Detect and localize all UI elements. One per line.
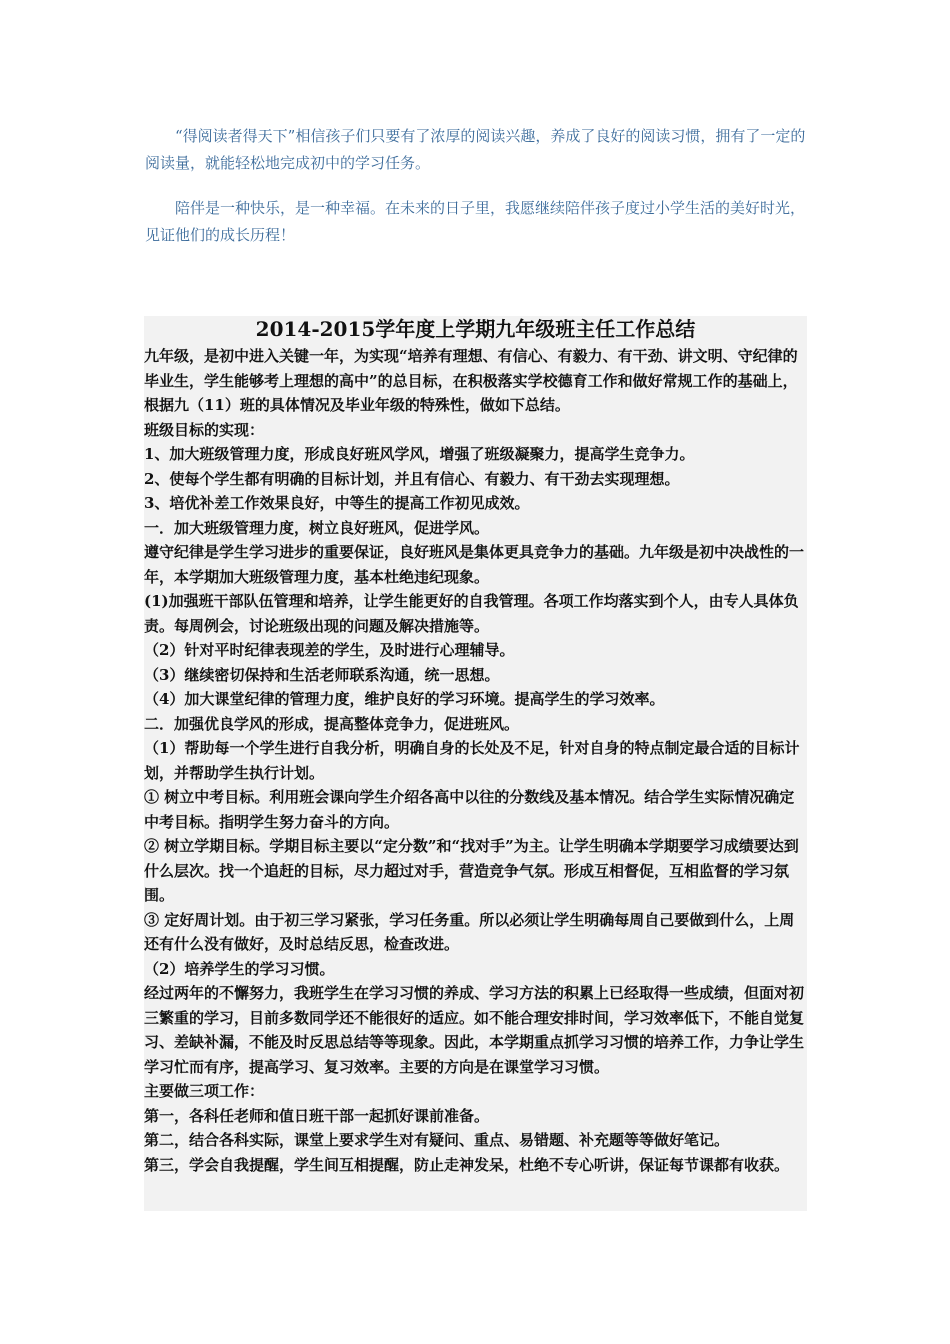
summary-paragraph: ③ 定好周计划。由于初三学习紧张，学习任务重。所以必须让学生明确每周自己要做到什么，上周还有什么没有做好，及时总结反思，检查改进。 [144,910,795,953]
summary-paragraph: 主要做三项工作： [144,1082,265,1100]
intro-paragraph-1: “得阅读者得天下”相信孩子们只要有了浓厚的阅读兴趣，养成了良好的阅读习惯，拥有了一定的阅读量，就能轻松地完成初中的学习任务。 [145,127,806,172]
summary-paragraph: 第三，学会自我提醒，学生间互相提醒，防止走神发呆，杜绝不专心听讲，保证每节课都有收获。 [144,1155,790,1174]
summary-paragraph: 3、培优补差工作效果良好，中等生的提高工作初见成效。 [144,494,530,512]
summary-paragraph: (1)加强班干部队伍管理和培养，让学生能更好的自我管理。各项工作均落实到个人，由专人具体负责。每周例会，讨论班级出现的问题及解决措施等。 [144,592,799,635]
summary-paragraph: ① 树立中考目标。利用班会课向学生介绍各高中以往的分数线及基本情况。结合学生实际情况确定中考目标。指明学生努力奋斗的方向。 [144,788,795,831]
summary-paragraph: ② 树立学期目标。学期目标主要以“定分数”和“找对手”为主。让学生明确本学期要学习成绩要达到什么层次。找一个追赶的目标，尽力超过对手，营造竞争气氛。形成互相督促，互相监督的学习氛围。 [144,837,799,904]
work-summary-section [144,316,807,1211]
summary-paragraph: （2）针对平时纪律表现差的学生，及时进行心理辅导。 [144,641,515,659]
summary-paragraph: （1）帮助每一个学生进行自我分析，明确自身的长处及不足，针对自身的特点制定最合适的目标计划，并帮助学生执行计划。 [144,739,800,782]
summary-paragraph: 经过两年的不懈努力，我班学生在学习习惯的养成、学习方法的积累上已经取得一些成绩，但面对初三繁重的学习，目前多数同学还不能很好的适应。如不能合理安排时间，学习效率低下，不能自觉复习、差缺补漏，不能及时反思总结等等现象。因此，本学期重点抓学习习惯的培养工作，力争让学生学习忙而有序，提高学习、复习效率。主要的方向是在课堂学习习惯。 [144,984,805,1076]
summary-paragraph: 第二，结合各科实际，课堂上要求学生对有疑问、重点、易错题、补充题等等做好笔记。 [144,1131,730,1149]
summary-paragraph: 1、加大班级管理力度，形成良好班风学风，增强了班级凝聚力，提高学生竞争力。 [144,445,695,463]
intro-paragraph-2: 陪伴是一种快乐，是一种幸福。在未来的日子里，我愿继续陪伴孩子度过小学生活的美好时光，见证他们的成长历程！ [145,199,806,244]
summary-paragraph: 2、使每个学生都有明确的目标计划，并且有信心、有毅力、有干劲去实现理想。 [144,469,680,488]
summary-paragraph: 九年级，是初中进入关键一年，为实现“培养有理想、有信心、有毅力、有干劲、讲文明、守纪律的毕业生，学生能够考上理想的高中”的总目标，在积极落实学校德育工作和做好常规工作的基础上，根据九（11）班的具体情况及毕业年级的特殊性，做如下总结。 [144,347,798,414]
summary-heading: 一．加大班级管理力度，树立良好班风，促进学风。 [144,518,490,537]
summary-heading: 二．加强优良学风的形成，提高整体竞争力，促进班风。 [144,714,520,733]
summary-paragraph: （2）培养学生的学习习惯。 [144,959,335,978]
summary-paragraph: （3）继续密切保持和生活老师联系沟通，统一思想。 [144,665,500,684]
summary-title: 2014-2015学年度上学期九年级班主任工作总结 [255,317,696,341]
summary-paragraph: （4）加大课堂纪律的管理力度，维护良好的学习环境。提高学生的学习效率。 [144,690,665,708]
summary-paragraph: 第一，各科任老师和值日班干部一起抓好课前准备。 [144,1106,490,1125]
summary-paragraph: 班级目标的实现： [144,420,265,439]
summary-paragraph: 遵守纪律是学生学习进步的重要保证，良好班风是集体更具竞争力的基础。九年级是初中决战性的一年，本学期加大班级管理力度，基本杜绝违纪现象。 [144,543,805,586]
